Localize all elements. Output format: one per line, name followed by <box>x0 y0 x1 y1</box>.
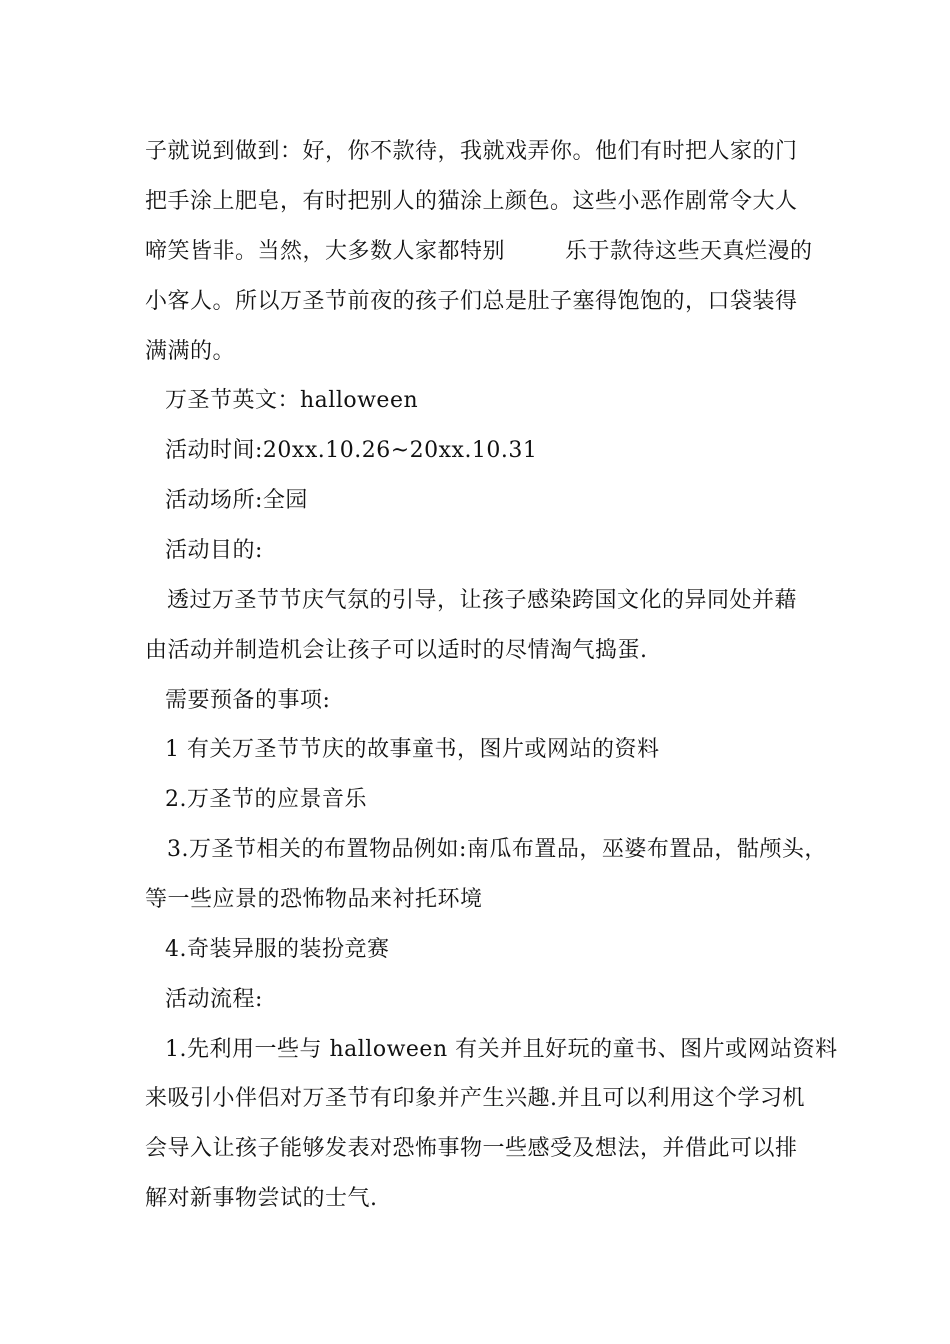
paragraph-line: 由活动并制造机会让孩子可以适时的尽情淘气捣蛋. <box>145 638 648 663</box>
list-item: 2.万圣节的应景音乐 <box>165 787 367 812</box>
paragraph-line: 满满的。 <box>145 339 236 364</box>
paragraph-line: 来吸引小伴侣对万圣节有印象并产生兴趣.并且可以利用这个学习机 <box>145 1086 805 1111</box>
list-item: 3.万圣节相关的布置物品例如:南瓜布置品，巫婆布置品，骷颅头， <box>167 837 827 862</box>
paragraph-line: 等一些应景的恐怖物品来衬托环境 <box>145 887 483 912</box>
activity-purpose-heading: 活动目的: <box>165 538 263 563</box>
list-item: 4.奇装异服的装扮竞赛 <box>165 937 390 962</box>
paragraph-line: 解对新事物尝试的士气. <box>145 1186 378 1211</box>
activity-venue-line: 活动场所:全园 <box>165 488 308 513</box>
activity-time-line: 活动时间:20xx.10.26~20xx.10.31 <box>165 438 538 463</box>
list-item: 1.先利用一些与 halloween 有关并且好玩的童书、图片或网站资料 <box>165 1037 838 1062</box>
activity-process-heading: 活动流程: <box>165 987 263 1012</box>
halloween-english-line: 万圣节英文：halloween <box>165 388 419 413</box>
paragraph-line: 透过万圣节节庆气氛的引导，让孩子感染跨国文化的异同处并藉 <box>167 588 798 613</box>
paragraph-line: 啼笑皆非。当然，大多数人家都特别 乐于款待这些天真烂漫的 <box>145 239 813 264</box>
preparation-heading: 需要预备的事项: <box>165 688 331 713</box>
list-item: 1 有关万圣节节庆的故事童书，图片或网站的资料 <box>165 737 660 762</box>
paragraph-line: 会导入让孩子能够发表对恐怖事物一些感受及想法，并借此可以排 <box>145 1136 798 1161</box>
paragraph-line: 子就说到做到：好，你不款待，我就戏弄你。他们有时把人家的门 <box>145 139 798 164</box>
paragraph-line: 把手涂上肥皂，有时把别人的猫涂上颜色。这些小恶作剧常令大人 <box>145 189 798 214</box>
paragraph-line: 小客人。所以万圣节前夜的孩子们总是肚子塞得饱饱的，口袋装得 <box>145 289 798 314</box>
